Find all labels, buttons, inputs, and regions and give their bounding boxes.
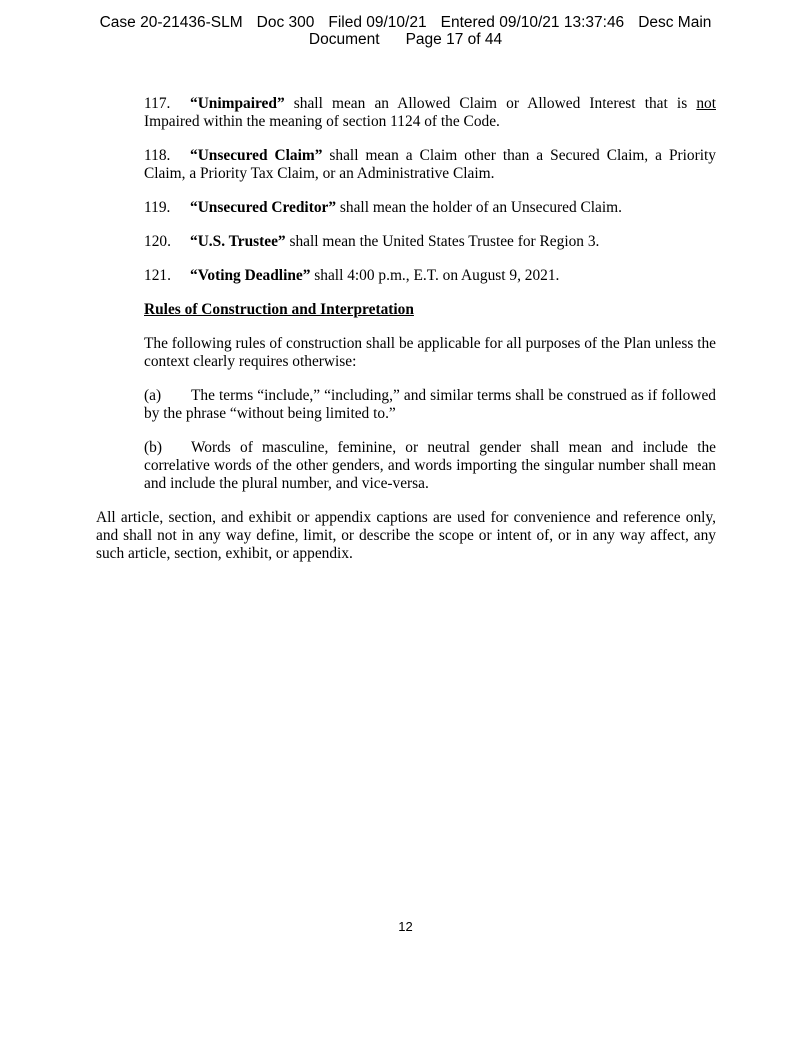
- rule-item-b: [96, 439, 716, 493]
- defined-term: “Unsecured Claim”: [190, 147, 323, 164]
- paragraph-number: 118.: [144, 147, 171, 164]
- definition-text-continued: Impaired within the meaning of section 1124 of the Code.: [144, 113, 500, 130]
- definition-text: shall mean an Allowed Claim or Allowed Interest that is: [284, 95, 697, 112]
- defined-term: “Voting Deadline”: [190, 267, 311, 284]
- captions-paragraph: All article, section, and exhibit or appendix captions are used for convenience and reference only, and shall not in any way define, limit, or describe the scope or intent of, or in any way affect, any such article, section, exhibit, or appendix.: [96, 509, 716, 562]
- page-of-total: Page 17 of 44: [405, 31, 503, 48]
- definition-121: [96, 267, 716, 285]
- doc-number: Doc 300: [256, 14, 315, 31]
- case-number: Case 20-21436-SLM: [99, 14, 243, 31]
- filing-header-line-1: [0, 14, 811, 31]
- rule-item-a: [96, 387, 716, 423]
- entered-date: Entered 09/10/21 13:37:46: [440, 14, 625, 31]
- section-heading: Rules of Construction and Interpretation: [144, 301, 414, 318]
- document-label: Document: [308, 31, 380, 48]
- definition-text: shall 4:00 p.m., E.T. on August 9, 2021.: [310, 267, 560, 284]
- rule-text: The terms “include,” “including,” and similar terms shall be construed as if followed by the phrase “without being limited to.”: [144, 387, 716, 422]
- defined-term: “Unsecured Creditor”: [190, 199, 337, 216]
- rule-label: (a): [144, 387, 162, 404]
- filed-date: Filed 09/10/21: [328, 14, 427, 31]
- definition-120: [96, 233, 716, 251]
- paragraph-number: 117.: [144, 95, 171, 112]
- rule-text: Words of masculine, feminine, or neutral gender shall mean and include the correlative words of the other genders, and words importing the singular number shall mean and include the plural number, and vice-versa.: [144, 439, 716, 492]
- definition-118: [96, 147, 716, 183]
- paragraph-number: 121.: [144, 267, 171, 284]
- defined-term: “U.S. Trustee”: [190, 233, 286, 250]
- rules-intro: The following rules of construction shall be applicable for all purposes of the Plan unless the context clearly requires otherwise:: [144, 335, 716, 370]
- underlined-word: not: [696, 95, 716, 112]
- paragraph-number: 119.: [144, 199, 171, 216]
- filing-header-line-2: [0, 31, 811, 48]
- paragraph-number: 120.: [144, 233, 171, 250]
- definition-text: shall mean a Claim other than a Secured Claim, a Priority Claim, a Priority Tax Claim, or an Administrative Claim.: [144, 147, 717, 182]
- filing-header: [0, 14, 811, 48]
- definition-text: shall mean the holder of an Unsecured Claim.: [336, 199, 622, 216]
- document-body: [96, 95, 716, 579]
- desc-label: Desc Main: [638, 14, 712, 31]
- defined-term: “Unimpaired”: [190, 95, 285, 112]
- definition-117: [96, 95, 716, 131]
- rule-label: (b): [144, 439, 162, 456]
- page-number: 12: [398, 919, 413, 934]
- definition-119: [96, 199, 716, 217]
- definition-text: shall mean the United States Trustee for Region 3.: [285, 233, 600, 250]
